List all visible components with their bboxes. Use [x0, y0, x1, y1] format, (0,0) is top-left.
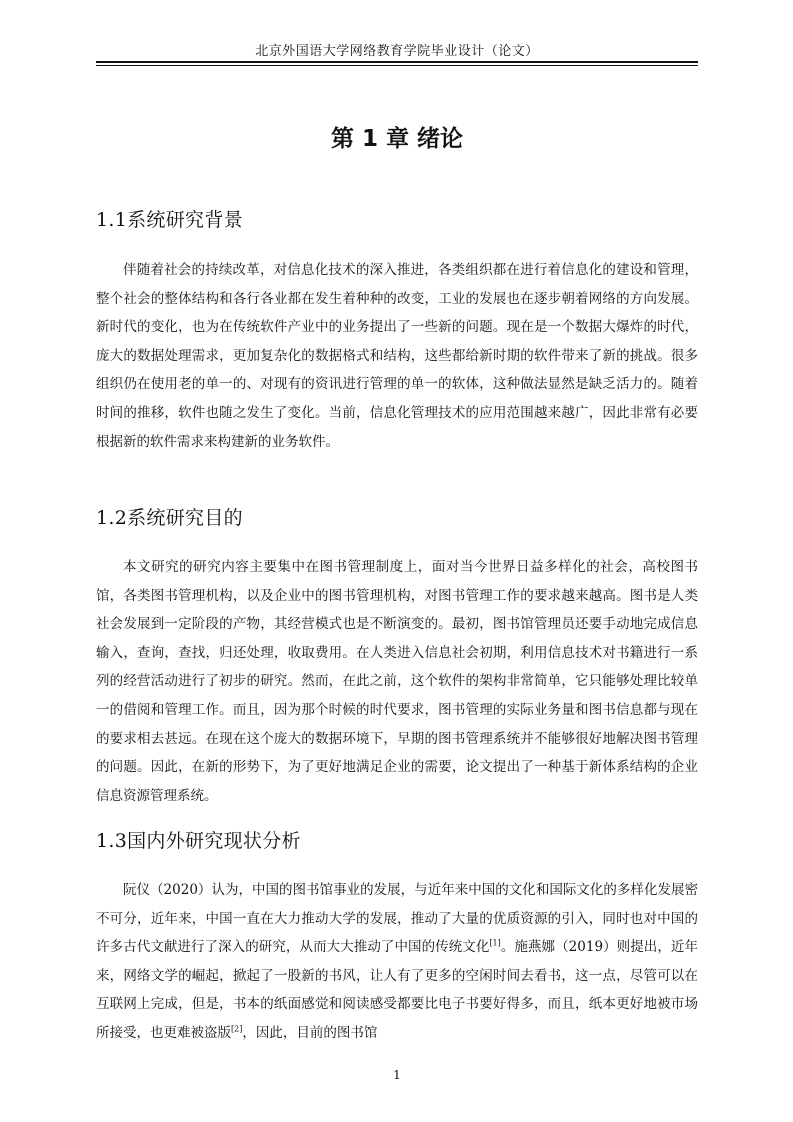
section-number: 1.3 [96, 830, 128, 852]
page-number: 1 [393, 1068, 401, 1082]
section-title: 国内外研究现状分析 [127, 830, 301, 852]
section-number: 1.1 [96, 209, 128, 231]
section-title: 系统研究目的 [127, 507, 243, 529]
header-rule [96, 61, 698, 66]
paragraph-research-status [96, 876, 698, 1048]
section-heading-1-3 [96, 826, 698, 853]
section-title: 系统研究背景 [127, 209, 243, 231]
chapter-title: 第 1 章 绪论 [330, 126, 464, 152]
paragraph-background: 伴随着社会的持续改革，对信息化技术的深入推进，各类组织都在进行着信息化的建设和管理，整个社会的整体结构和各行各业都在发生着种种的改变，工业的发展也在逐步朝着网络的方向发展。新时代的变化，也为在传统软件产业中的业务提出了一些新的问题。现在是一个数据大爆炸的时代，庞大的数据处理需求，更加复杂化的数据格式和结构，这些都给新时期的软件带来了新的挑战。很多组织仍在使用老的单一的、对现有的资讯进行管理的单一的软体，这种做法显然是缺乏活力的。随着时间的推移，软件也随之发生了变化。当前，信息化管理技术的应用范围越来越广，因此非常有必要根据新的软件需求来构建新的业务软件。 [96, 262, 698, 450]
paragraph-text: 阮仪（2020）认为，中国的图书馆事业的发展，与近年来中国的文化和国际文化的多样化发展密不可分，近年来，中国一直在大力推动大学的发展，推动了大量的优质资源的引入，同时也对中国的许多古代文献进行了深入的研究，从而大大推动了中国的传统文化 [96, 882, 698, 956]
section-number: 1.2 [96, 507, 128, 529]
paragraph-text: 。施燕娜（2019）则提出，近年来，网络文学的崛起，掀起了一股新的书风，让人有了更多的空闲时间去看书，这一点，尽管可以在互联网上完成，但是，书本的纸面感觉和阅读感受都要比电子书要好得多，而且，纸本更好地被市场所接受，也更难被盗版 [96, 939, 699, 1041]
paragraph-purpose: 本文研究的研究内容主要集中在图书管理制度上，面对当今世界日益多样化的社会，高校图书馆，各类图书管理机构，以及企业中的图书管理机构，对图书管理工作的要求越来越高。图书是人类社会发展到一定阶段的产物，其经营模式也是不断演变的。最初，图书馆管理员还要手动地完成信息输入，查询，查找，归还处理，收取费用。在人类进入信息社会初期，利用信息技术对书籍进行一系列的经营活动进行了初步的研究。然而，在此之前，这个软件的架构非常简单，它只能够处理比较单一的借阅和管理工作。而且，因为那个时候的时代要求，图书管理的实际业务量和图书信息都与现在的要求相去甚远。在现在这个庞大的数据环境下，早期的图书管理系统并不能够很好地解决图书管理的问题。因此，在新的形势下，为了更好地满足企业的需要，论文提出了一种基于新体系结构的企业信息资源管理系统。 [96, 559, 698, 804]
section-heading-1-1 [96, 205, 698, 232]
paragraph-text: ，因此，目前的图书馆 [242, 1024, 378, 1041]
running-header: 北京外国语大学网络教育学院毕业设计（论文） [255, 44, 539, 59]
citation-ref[interactable]: [2] [231, 1024, 243, 1034]
citation-ref[interactable]: [1] [489, 938, 501, 948]
section-heading-1-2 [96, 503, 698, 530]
